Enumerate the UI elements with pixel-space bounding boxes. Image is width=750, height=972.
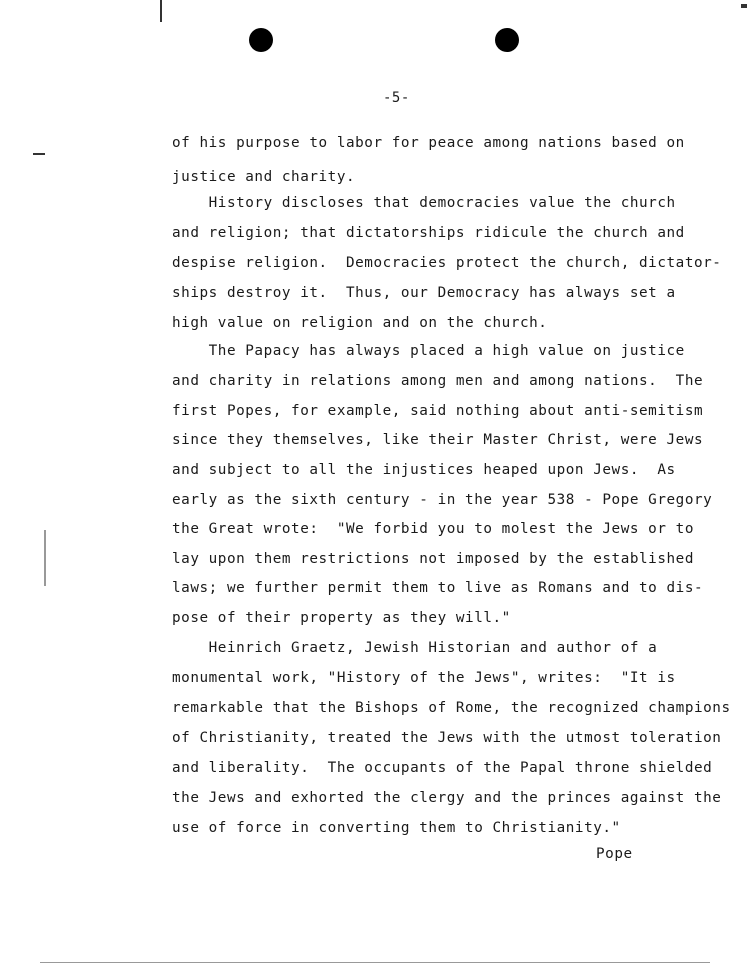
text-line: of Christianity, treated the Jews with the utmost toleration (172, 730, 722, 746)
text-line: lay upon them restrictions not imposed by the established (172, 551, 694, 567)
text-line: the Jews and exhorted the clergy and the princes against the (172, 790, 722, 806)
scan-mark (40, 962, 710, 963)
text-line: and religion; that dictatorships ridicule the church and (172, 225, 685, 241)
text-line: ships destroy it. Thus, our Democracy has always set a (172, 285, 676, 301)
text-line: use of force in converting them to Christianity." (172, 820, 621, 836)
text-line: remarkable that the Bishops of Rome, the recognized champions (172, 700, 731, 716)
text-line: early as the sixth century - in the year 538 - Pope Gregory (172, 492, 713, 508)
text-line: Heinrich Graetz, Jewish Historian and author of a (172, 640, 658, 656)
text-line: first Popes, for example, said nothing about anti-semitism (172, 403, 704, 419)
text-line: monumental work, "History of the Jews", writes: "It is (172, 670, 676, 686)
text-line: the Great wrote: "We forbid you to molest the Jews or to (172, 521, 694, 537)
text-line: since they themselves, like their Master Christ, were Jews (172, 432, 704, 448)
text-line: and liberality. The occupants of the Papal throne shielded (172, 760, 713, 776)
text-line: laws; we further permit them to live as Romans and to dis- (172, 580, 704, 596)
catchword: Pope (596, 846, 633, 862)
page-number: -5- (383, 90, 410, 106)
text-line: despise religion. Democracies protect the church, dictator- (172, 255, 722, 271)
scan-mark (33, 153, 45, 155)
scan-mark (741, 4, 747, 8)
text-line: History discloses that democracies value the church (172, 195, 676, 211)
text-line: and charity in relations among men and among nations. The (172, 373, 704, 389)
text-line: and subject to all the injustices heaped upon Jews. As (172, 462, 676, 478)
text-line: The Papacy has always placed a high value on justice (172, 343, 685, 359)
text-line: high value on religion and on the church. (172, 315, 548, 331)
punch-hole-right (495, 28, 519, 52)
punch-hole-left (249, 28, 273, 52)
scan-mark (160, 0, 162, 22)
scan-mark (44, 530, 46, 586)
text-line: pose of their property as they will." (172, 610, 511, 626)
text-line: justice and charity. (172, 169, 356, 185)
text-line: of his purpose to labor for peace among nations based on (172, 135, 685, 151)
